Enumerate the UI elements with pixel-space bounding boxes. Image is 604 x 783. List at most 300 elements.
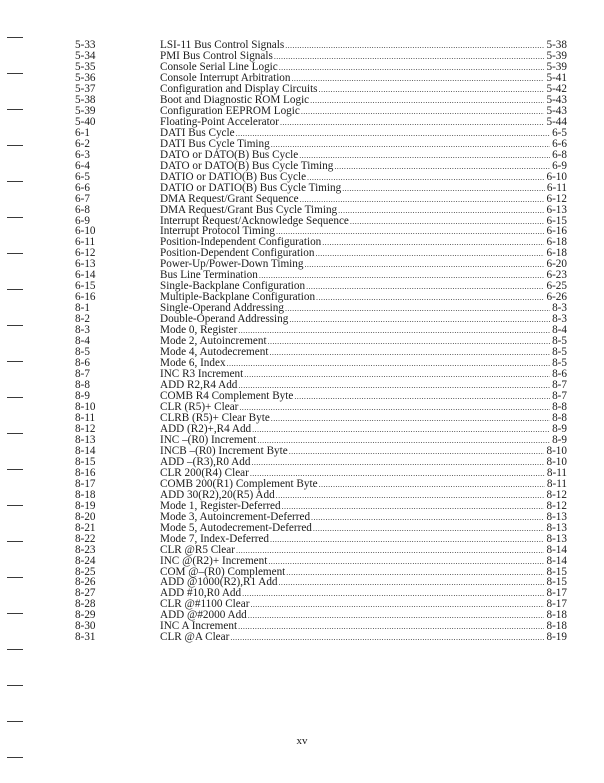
toc-entry-line: [160, 205, 567, 216]
dot-leader: [276, 490, 545, 501]
figure-number: 5-33: [75, 39, 96, 51]
page-reference: 8-8: [552, 400, 567, 413]
dot-leader: [300, 194, 545, 205]
figure-number: 8-11: [75, 411, 96, 424]
toc-entry: [75, 303, 567, 314]
figure-title: Single-Operand Addressing: [160, 302, 284, 315]
margin-tick-mark: [7, 469, 23, 470]
page-reference: 8-12: [546, 488, 567, 501]
margin-tick-mark: [7, 757, 23, 758]
figure-title: COMB 200(R1) Complement Byte: [160, 477, 318, 490]
margin-tick-mark: [7, 613, 23, 614]
figure-title: DATIO or DATIO(B) Bus Cycle Timing: [160, 181, 342, 194]
page-reference: 8-13: [546, 510, 567, 523]
figure-number: 8-20: [75, 510, 96, 523]
figure-title: ADD R2,R4 Add: [160, 379, 238, 392]
figure-number: 8-14: [75, 444, 96, 457]
figure-number: 8-12: [75, 422, 96, 435]
figure-number: 8-22: [75, 532, 96, 545]
figure-number: 8-30: [75, 620, 96, 633]
page-reference: 5-43: [546, 104, 567, 117]
figure-number: 8-8: [75, 379, 90, 392]
figure-title: Interrupt Request/Acknowledge Sequence: [160, 214, 349, 227]
toc-entry-line: [160, 523, 567, 534]
toc-entry: [75, 150, 567, 161]
page-reference: 6-13: [546, 203, 567, 216]
figure-title: ADD @#2000 Add: [160, 609, 247, 622]
page-reference: 8-11: [546, 477, 567, 490]
toc-entry: [75, 490, 567, 501]
figure-title: Mode 6, Index: [160, 357, 226, 370]
figure-number: 6-15: [75, 280, 96, 293]
figure-title: ADD (R2)+,R4 Add: [160, 422, 252, 435]
margin-tick-mark: [7, 109, 23, 110]
figure-number: 8-26: [75, 576, 96, 589]
margin-tick-mark: [7, 361, 23, 362]
figure-number: 6-4: [75, 159, 90, 172]
page-reference: 6-26: [546, 291, 567, 304]
toc-entry: [75, 534, 567, 545]
figure-number: 8-5: [75, 346, 90, 359]
dot-leader: [319, 479, 545, 490]
figure-number: 6-10: [75, 225, 96, 238]
figure-title: Configuration EEPROM Logic: [160, 104, 300, 117]
figure-title: Mode 4, Autodecrement: [160, 346, 269, 359]
dot-leader: [285, 40, 544, 51]
toc-entry: [75, 172, 567, 183]
figure-title: Mode 7, Index-Deferred: [160, 532, 270, 545]
toc-entry: [75, 106, 567, 117]
page-reference: 6-16: [546, 225, 567, 238]
page-reference: 5-39: [546, 49, 567, 62]
figure-number: 8-28: [75, 598, 96, 611]
page-reference: 8-7: [552, 390, 567, 402]
margin-tick-mark: [7, 649, 23, 650]
dot-leader: [252, 424, 550, 435]
toc-entry: [75, 599, 567, 610]
toc-entry: [75, 512, 567, 523]
figure-title: Console Serial Line Logic: [160, 60, 278, 73]
figure-number: 6-11: [75, 236, 96, 249]
figure-number: 8-17: [75, 477, 96, 490]
dot-leader: [342, 183, 545, 194]
figure-title: DATI Bus Cycle Timing: [160, 137, 270, 150]
toc-entry: [75, 391, 567, 402]
page-reference: 5-42: [546, 82, 567, 95]
figure-title: Configuration and Display Circuits: [160, 82, 318, 95]
page-folio: xv: [296, 735, 308, 747]
dot-leader: [319, 84, 545, 95]
dot-leader: [307, 172, 544, 183]
toc-entry: [75, 325, 567, 336]
figure-number: 6-12: [75, 247, 96, 260]
page-reference: 5-43: [546, 93, 567, 106]
figure-number: 8-21: [75, 521, 96, 534]
figure-number: 8-1: [75, 302, 90, 315]
page-reference: 6-25: [546, 280, 567, 293]
toc-entry: [75, 336, 567, 347]
page-reference: 8-11: [546, 466, 567, 479]
figure-title: DATO or DATO(B) Bus Cycle: [160, 148, 299, 161]
dot-leader: [251, 457, 544, 468]
dot-leader: [322, 237, 544, 248]
figure-title: CLR @#1100 Clear: [160, 598, 250, 611]
dot-leader: [238, 621, 544, 632]
toc-entry: [75, 139, 567, 150]
toc-entry: [75, 468, 567, 479]
figure-title: DATO or DATO(B) Bus Cycle Timing: [160, 159, 334, 172]
figure-title: INC –(R0) Increment: [160, 433, 257, 446]
margin-tick-marks: [0, 0, 30, 783]
figure-number: 8-13: [75, 433, 96, 446]
figure-title: PMI Bus Control Signals: [160, 49, 273, 62]
toc-entry: [75, 292, 567, 303]
figure-number: 6-2: [75, 137, 90, 150]
toc-entry: [75, 183, 567, 194]
figure-number: 8-19: [75, 499, 96, 512]
toc-entry-line: [160, 183, 567, 194]
toc-entry: [75, 567, 567, 578]
page-reference: 6-18: [546, 236, 567, 249]
page-reference: 8-19: [546, 631, 567, 644]
figure-number: 8-23: [75, 543, 96, 556]
figure-title: ADD #10,R0 Add: [160, 587, 242, 600]
toc-entry: [75, 610, 567, 621]
margin-tick-mark: [7, 325, 23, 326]
dot-leader: [316, 292, 544, 303]
page-reference: 8-17: [546, 598, 567, 611]
figure-title: INC R3 Increment: [160, 368, 244, 381]
dot-leader: [279, 62, 545, 73]
toc-entry: [75, 259, 567, 270]
page-reference: 6-15: [546, 214, 567, 227]
toc-entry: [75, 424, 567, 435]
margin-tick-mark: [7, 217, 23, 218]
figure-number: 6-6: [75, 181, 90, 194]
page-reference: 8-10: [546, 455, 567, 468]
toc-entry: [75, 117, 567, 128]
figure-number: 6-13: [75, 258, 96, 271]
dot-leader: [268, 336, 551, 347]
toc-entry: [75, 577, 567, 588]
margin-tick-mark: [7, 73, 23, 74]
dot-leader: [315, 248, 544, 259]
page-reference: 8-15: [546, 565, 567, 578]
figure-title: ADD –(R3),R0 Add: [160, 455, 251, 468]
toc-entry: [75, 358, 567, 369]
toc-entry: [75, 413, 567, 424]
figure-title: ADD 30(R2),20(R5) Add: [160, 488, 275, 501]
page-reference: 8-14: [546, 554, 567, 567]
figure-title: Boot and Diagnostic ROM Logic: [160, 93, 310, 106]
figure-number: 8-10: [75, 400, 96, 413]
figure-title: CLR @A Clear: [160, 631, 230, 644]
dot-leader: [279, 577, 545, 588]
page-reference: 8-15: [546, 576, 567, 589]
dot-leader: [301, 106, 545, 117]
page-reference: 8-5: [552, 346, 567, 359]
figure-title: Floating-Point Accelerator: [160, 115, 279, 128]
figure-title: INC A Increment: [160, 620, 238, 633]
figure-title: Mode 1, Register-Deferred: [160, 499, 281, 512]
figure-title: DATIO or DATIO(B) Bus Cycle: [160, 170, 307, 183]
dot-leader: [292, 73, 545, 84]
dot-leader: [304, 259, 544, 270]
figure-title: Mode 2, Autoincrement: [160, 335, 267, 348]
figure-number: 5-36: [75, 71, 96, 84]
margin-tick-mark: [7, 505, 23, 506]
figure-title: Position-Independent Configuration: [160, 236, 322, 249]
figure-title: Console Interrupt Arbitration: [160, 71, 291, 84]
page-reference: 5-39: [546, 60, 567, 73]
figure-number: 5-34: [75, 49, 96, 62]
toc-entry: [75, 621, 567, 632]
dot-leader: [270, 534, 544, 545]
figure-number: 8-6: [75, 357, 90, 370]
toc-entry-line: [160, 632, 567, 643]
page-reference: 5-44: [546, 115, 567, 128]
dot-leader: [236, 128, 551, 139]
figure-title: Mode 3, Autoincrement-Deferred: [160, 510, 311, 523]
toc-entry: [75, 369, 567, 380]
toc-entry: [75, 402, 567, 413]
toc-entry: [75, 226, 567, 237]
dot-leader: [271, 413, 550, 424]
dot-leader: [248, 610, 545, 621]
page-reference: 8-7: [552, 379, 567, 392]
page-reference: 6-11: [546, 181, 567, 194]
figure-title: CLR @R5 Clear: [160, 543, 235, 556]
page-reference: 8-4: [552, 324, 567, 337]
toc-entry: [75, 435, 567, 446]
margin-tick-mark: [7, 433, 23, 434]
figure-title: DMA Request/Grant Bus Cycle Timing: [160, 203, 338, 216]
page-reference: 8-18: [546, 620, 567, 633]
figure-title: DMA Request/Grant Sequence: [160, 192, 299, 205]
figure-number: 5-37: [75, 82, 96, 95]
page-reference: 6-20: [546, 258, 567, 271]
figure-number: 6-9: [75, 214, 90, 227]
figure-title: Interrupt Protocol Timing: [160, 225, 275, 238]
dot-leader: [289, 314, 550, 325]
page-reference: 8-13: [546, 532, 567, 545]
page-reference: 8-18: [546, 609, 567, 622]
page-reference: 6-12: [546, 192, 567, 205]
margin-tick-mark: [7, 289, 23, 290]
page-reference: 8-17: [546, 587, 567, 600]
toc-entry: [75, 479, 567, 490]
toc-entry: [75, 248, 567, 259]
toc-entry: [75, 588, 567, 599]
dot-leader: [286, 567, 544, 578]
page-reference: 8-12: [546, 499, 567, 512]
toc-entry: [75, 73, 567, 84]
page-reference: 8-10: [546, 444, 567, 457]
figure-title: Mode 5, Autodecrement-Deferred: [160, 521, 312, 534]
dot-leader: [334, 161, 550, 172]
toc-entry: [75, 446, 567, 457]
figure-number: 5-38: [75, 93, 96, 106]
toc-entry: [75, 194, 567, 205]
dot-leader: [257, 435, 550, 446]
dot-leader: [294, 391, 550, 402]
toc-entry: [75, 237, 567, 248]
page-reference: 8-9: [552, 433, 567, 446]
figure-number: 5-39: [75, 104, 96, 117]
figure-title: CLR 200(R4) Clear: [160, 466, 249, 479]
dot-leader: [238, 325, 550, 336]
toc-entry: [75, 281, 567, 292]
figure-number: 6-8: [75, 203, 90, 216]
figure-title: Bus Line Termination: [160, 269, 258, 282]
page-reference: 8-3: [552, 313, 567, 326]
figure-title: LSI-11 Bus Control Signals: [160, 39, 285, 51]
dot-leader: [227, 358, 551, 369]
figure-number: 6-7: [75, 192, 90, 205]
page-reference: 8-8: [552, 411, 567, 424]
toc-entry: [75, 161, 567, 172]
toc-entry-line: [160, 545, 567, 556]
toc-entry-line: [160, 512, 567, 523]
page-reference: 8-13: [546, 521, 567, 534]
margin-tick-mark: [7, 253, 23, 254]
page-reference: 8-3: [552, 302, 567, 315]
toc-entry-line: [160, 161, 567, 172]
toc-entry: [75, 216, 567, 227]
figure-number: 8-7: [75, 368, 90, 381]
toc-entry: [75, 95, 567, 106]
toc-entry: [75, 270, 567, 281]
toc-entry: [75, 556, 567, 567]
figure-number: 8-3: [75, 324, 90, 337]
dot-leader: [239, 402, 550, 413]
figure-title: Position-Dependent Configuration: [160, 247, 315, 260]
margin-tick-mark: [7, 577, 23, 578]
page-reference: 6-8: [552, 148, 567, 161]
toc-entry-line: [160, 556, 567, 567]
dot-leader: [244, 369, 550, 380]
figure-title: ADD @1000(R2),R1 Add: [160, 576, 278, 589]
dot-leader: [350, 216, 545, 227]
figure-number: 8-4: [75, 335, 90, 348]
figure-number: 8-9: [75, 390, 90, 402]
toc-entry: [75, 545, 567, 556]
figure-title: COM @–(R0) Complement: [160, 565, 286, 578]
toc-entry: [75, 84, 567, 95]
dot-leader: [250, 599, 544, 610]
margin-tick-mark: [7, 397, 23, 398]
figure-title: Power-Up/Power-Down Timing: [160, 258, 304, 271]
page-reference: 6-23: [546, 269, 567, 282]
dot-leader: [268, 556, 544, 567]
dot-leader: [230, 632, 544, 643]
toc-entry: [75, 62, 567, 73]
toc-entry: [75, 523, 567, 534]
figure-number: 8-31: [75, 631, 96, 644]
figure-title: Multiple-Backplane Configuration: [160, 291, 316, 304]
dot-leader: [271, 139, 550, 150]
page-reference: 8-5: [552, 357, 567, 370]
dot-leader: [282, 501, 545, 512]
dot-leader: [313, 523, 545, 534]
figure-title: CLRB (R5)+ Clear Byte: [160, 411, 270, 424]
toc-entry: [75, 501, 567, 512]
figure-title: INCB –(R0) Increment Byte: [160, 444, 288, 457]
figure-number: 6-5: [75, 170, 90, 183]
figure-number: 8-16: [75, 466, 96, 479]
margin-tick-mark: [7, 541, 23, 542]
figure-number: 8-29: [75, 609, 96, 622]
page-reference: 5-38: [546, 39, 567, 51]
toc-entry-line: [160, 172, 567, 183]
figure-title: Single-Backplane Configuration: [160, 280, 306, 293]
page-reference: 8-6: [552, 368, 567, 381]
margin-tick-mark: [7, 685, 23, 686]
dot-leader: [285, 303, 550, 314]
figure-number: 8-18: [75, 488, 96, 501]
figure-number: 8-27: [75, 587, 96, 600]
toc-entry: [75, 632, 567, 643]
dot-leader: [289, 446, 545, 457]
page-reference: 6-6: [552, 137, 567, 150]
figure-title: CLR (R5)+ Clear: [160, 400, 239, 413]
page-reference: 6-9: [552, 159, 567, 172]
toc-entry-line: [160, 194, 567, 205]
dot-leader: [242, 588, 544, 599]
toc-entry: [75, 380, 567, 391]
figure-number: 5-40: [75, 115, 96, 128]
toc-entry: [75, 128, 567, 139]
toc-entry-line: [160, 534, 567, 545]
figure-number: 5-35: [75, 60, 96, 73]
figure-title: INC @(R2)+ Increment: [160, 554, 268, 567]
margin-tick-mark: [7, 37, 23, 38]
margin-tick-mark: [7, 145, 23, 146]
toc-entry: [75, 314, 567, 325]
page-reference: 8-14: [546, 543, 567, 556]
figure-number: 8-2: [75, 313, 90, 326]
toc-entry: [75, 347, 567, 358]
dot-leader: [274, 51, 545, 62]
page-reference: 6-18: [546, 247, 567, 260]
figure-title: Double-Operand Addressing: [160, 313, 289, 326]
figure-number: 6-1: [75, 126, 90, 139]
figure-number: 8-24: [75, 554, 96, 567]
page-reference: 5-41: [546, 71, 567, 84]
page-reference: 8-9: [552, 422, 567, 435]
toc-entry: [75, 457, 567, 468]
toc-entry: [75, 40, 567, 51]
figure-number: 8-25: [75, 565, 96, 578]
dot-leader: [236, 545, 545, 556]
dot-leader: [306, 281, 544, 292]
page-reference: 6-10: [546, 170, 567, 183]
page-reference: 6-5: [552, 126, 567, 139]
figure-title: COMB R4 Complement Byte: [160, 390, 294, 402]
dot-leader: [280, 117, 544, 128]
dot-leader: [338, 205, 544, 216]
toc-entry: [75, 205, 567, 216]
table-of-contents-list: [75, 40, 567, 643]
figure-number: 8-15: [75, 455, 96, 468]
figure-title: DATI Bus Cycle: [160, 126, 235, 139]
figure-number: 6-16: [75, 291, 96, 304]
figure-title: Mode 0, Register: [160, 324, 238, 337]
figure-number: 6-3: [75, 148, 90, 161]
toc-entry: [75, 51, 567, 62]
dot-leader: [311, 512, 544, 523]
dot-leader: [310, 95, 544, 106]
